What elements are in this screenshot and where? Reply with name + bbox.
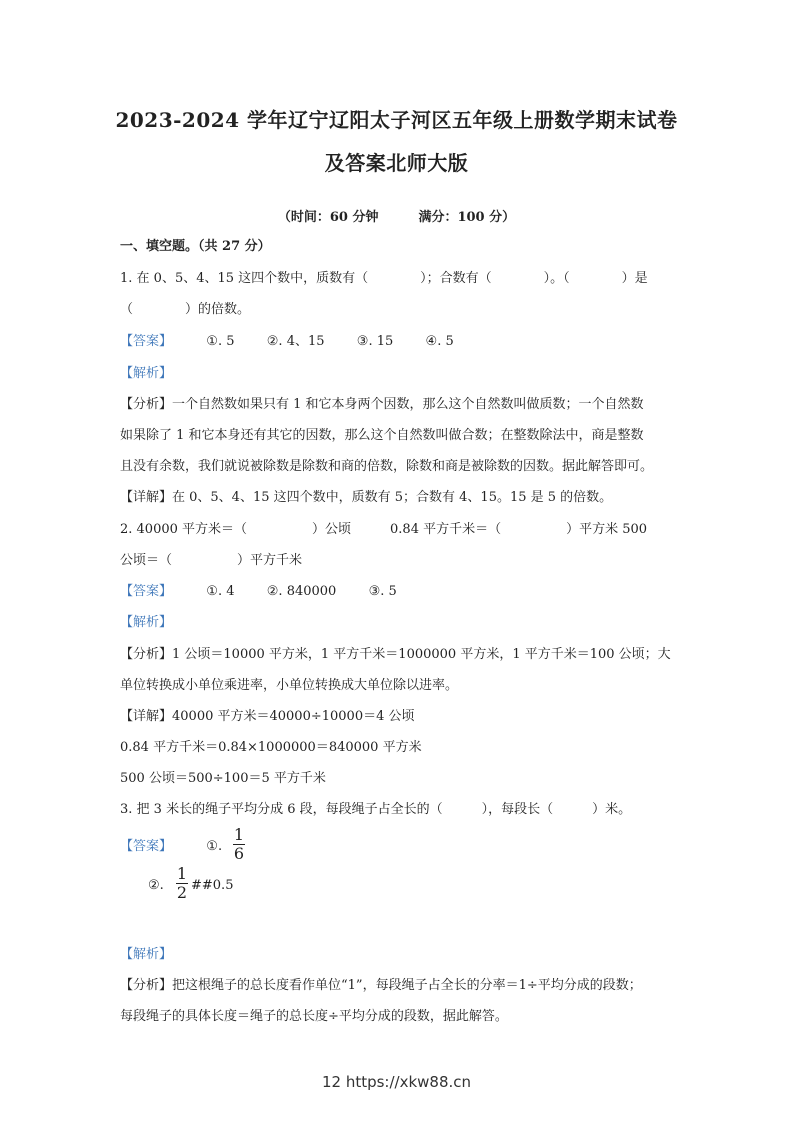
fraction-numerator: 1 [176,864,188,883]
answer-label: 【答案】 [120,584,173,599]
full-score: 满分：100 分） [418,210,516,225]
question-1-analysis-cont: 且没有余数，我们就说被除数是除数和商的倍数，除数和商是被除数的因数。据此解答即可。 [120,459,654,474]
fraction-denominator: 2 [176,883,188,902]
answer-item: ④. 5 [425,334,454,349]
time-limit: （时间：60 分钟 [277,210,379,225]
fraction-denominator: 6 [233,844,245,863]
answer-item: ③. 5 [368,584,397,599]
question-2-detail-cont: 500 公顷＝500÷100＝5 平方千米 [120,771,326,786]
answer-alt-value: ##0.5 [191,878,234,893]
question-2-detail-cont: 0.84 平方千米＝0.84×1000000＝840000 平方米 [120,740,422,755]
answer-label: 【答案】 [120,334,173,349]
question-3-analysis-cont: 每段绳子的具体长度＝绳子的总长度÷平均分成的段数，据此解答。 [120,1009,508,1024]
answer-item: ①. 4 [206,584,235,599]
section-heading: 一、填空题。（共 27 分） [120,239,271,254]
question-2-analysis: 【分析】1 公顷＝10000 平方米，1 平方千米＝1000000 平方米，1 平方千米＝100 公顷；大 [120,647,671,662]
exam-meta [0,206,793,225]
question-2-detail: 【详解】40000 平方米＝40000÷10000＝4 公顷 [120,709,415,724]
question-3-text: 3. 把 3 米长的绳子平均分成 6 段，每段绳子占全长的（ ），每段长（ ）米。 [120,802,632,817]
answer-fraction [232,826,246,863]
answer-fraction [175,865,189,902]
question-1-text: 1. 在 0、5、4、15 这四个数中，质数有（ ）；合数有（ ）。（ ）是 [120,271,648,286]
question-3-analysis: 【分析】把这根绳子的总长度看作单位“1”，每段绳子占全长的分率＝1÷平均分成的段数； [120,978,642,993]
question-1-answer [120,333,454,351]
answer-index: ①. [206,839,223,854]
question-2-text: 2. 40000 平方米＝（ ）公顷 0.84 平方千米＝（ ）平方米 500 [120,522,648,537]
question-3-answer [120,838,222,856]
question-2-analysis-cont: 单位转换成小单位乘进率，小单位转换成大单位除以进率。 [120,678,459,693]
question-1-analysis-cont: 如果除了 1 和它本身还有其它的因数，那么这个自然数叫做合数；在整数除法中，商是整数 [120,428,644,443]
analysis-label: 【解析】 [120,615,173,630]
answer-item: ①. 5 [206,334,235,349]
analysis-label: 【解析】 [120,947,173,962]
question-1-detail: 【详解】在 0、5、4、15 这四个数中，质数有 5；合数有 4、15。15 是 5 的倍数。 [120,490,613,505]
question-2-answer [120,583,397,601]
page-title: 2023-2024 学年辽宁辽阳太子河区五年级上册数学期末试卷 [115,108,678,132]
analysis-label: 【解析】 [120,366,173,381]
answer-item: ③. 15 [356,334,394,349]
answer-item: ②. 4、15 [266,334,325,349]
question-1-analysis: 【分析】一个自然数如果只有 1 和它本身两个因数，那么这个自然数叫做质数；一个自然数 [120,397,644,412]
question-1-text-cont: （ ）的倍数。 [120,302,251,317]
answer-index: ②. [148,878,164,893]
page-footer: 12 https://xkw88.cn [321,1073,472,1091]
fraction-numerator: 1 [233,825,245,844]
page-title-line2: 及答案北师大版 [324,151,469,175]
question-2-text-cont: 公顷＝（ ）平方千米 [120,553,303,568]
answer-label: 【答案】 [120,839,173,854]
answer-item: ②. 840000 [266,584,337,599]
